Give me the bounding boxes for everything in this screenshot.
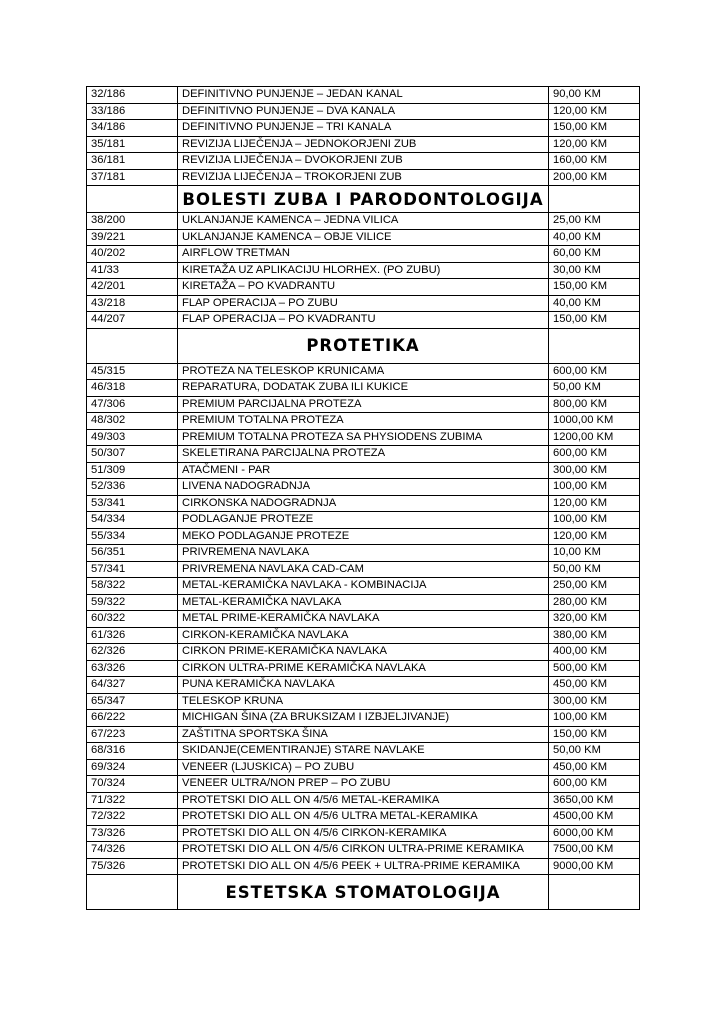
table-row [87,462,640,479]
table-row [87,495,640,512]
service-description: REVIZIJA LIJEČENJA – DVOKORJENI ZUB [178,153,549,170]
service-description: ZAŠTITNA SPORTSKA ŠINA [178,726,549,743]
table-row [87,759,640,776]
service-description: SKIDANJE(CEMENTIRANJE) STARE NAVLAKE [178,743,549,760]
service-price: 160,00 KM [549,153,640,170]
service-code: 43/218 [87,295,178,312]
service-description: PUNA KERAMIČKA NAVLAKA [178,677,549,694]
table-row [87,858,640,875]
service-code: 52/336 [87,479,178,496]
service-price: 380,00 KM [549,627,640,644]
table-row [87,312,640,329]
table-row [87,229,640,246]
service-code: 59/322 [87,594,178,611]
service-code: 71/322 [87,792,178,809]
service-code: 32/186 [87,87,178,104]
service-price: 40,00 KM [549,229,640,246]
service-code: 42/201 [87,279,178,296]
service-price: 25,00 KM [549,213,640,230]
table-row [87,660,640,677]
service-code: 69/324 [87,759,178,776]
section-price-cell [549,186,640,213]
service-code: 67/223 [87,726,178,743]
service-code: 62/326 [87,644,178,661]
service-price: 450,00 KM [549,677,640,694]
service-description: VENEER (LJUSKICA) – PO ZUBU [178,759,549,776]
service-code: 38/200 [87,213,178,230]
section-title: PROTETIKA [178,328,549,363]
table-row [87,246,640,263]
section-price-cell [549,875,640,910]
service-code: 41/33 [87,262,178,279]
table-row [87,120,640,137]
service-description: PROTETSKI DIO ALL ON 4/5/6 PEEK + ULTRA-PRIME KERAMIKA [178,858,549,875]
table-row [87,842,640,859]
service-price: 600,00 KM [549,776,640,793]
service-description: VENEER ULTRA/NON PREP – PO ZUBU [178,776,549,793]
service-code: 65/347 [87,693,178,710]
table-row [87,213,640,230]
service-code: 47/306 [87,396,178,413]
section-price-cell [549,328,640,363]
section-code-cell [87,186,178,213]
table-row [87,396,640,413]
service-price: 3650,00 KM [549,792,640,809]
service-code: 51/309 [87,462,178,479]
service-price: 1000,00 KM [549,413,640,430]
service-price: 50,00 KM [549,743,640,760]
service-description: DEFINITIVNO PUNJENJE – JEDAN KANAL [178,87,549,104]
service-price: 10,00 KM [549,545,640,562]
table-row [87,528,640,545]
service-description: METAL-KERAMIČKA NAVLAKA [178,594,549,611]
service-code: 48/302 [87,413,178,430]
service-price: 150,00 KM [549,312,640,329]
service-description: UKLANJANJE KAMENCA – JEDNA VILICA [178,213,549,230]
service-code: 73/326 [87,825,178,842]
service-price: 500,00 KM [549,660,640,677]
service-code: 63/326 [87,660,178,677]
service-price: 100,00 KM [549,710,640,727]
table-row [87,825,640,842]
service-price: 4500,00 KM [549,809,640,826]
service-code: 54/334 [87,512,178,529]
price-list-body [87,87,640,910]
service-code: 64/327 [87,677,178,694]
service-description: PROTETSKI DIO ALL ON 4/5/6 METAL-KERAMIKA [178,792,549,809]
service-code: 72/322 [87,809,178,826]
service-price: 300,00 KM [549,462,640,479]
table-row [87,792,640,809]
table-row [87,169,640,186]
table-row [87,710,640,727]
service-price: 300,00 KM [549,693,640,710]
table-row [87,726,640,743]
table-row [87,809,640,826]
table-row [87,776,640,793]
service-description: LIVENA NADOGRADNJA [178,479,549,496]
service-price: 7500,00 KM [549,842,640,859]
table-row [87,545,640,562]
service-price: 150,00 KM [549,726,640,743]
service-code: 45/315 [87,363,178,380]
service-description: ATAČMENI - PAR [178,462,549,479]
service-description: REVIZIJA LIJEČENJA – TROKORJENI ZUB [178,169,549,186]
service-description: FLAP OPERACIJA – PO KVADRANTU [178,312,549,329]
service-code: 68/316 [87,743,178,760]
service-code: 70/324 [87,776,178,793]
service-price: 200,00 KM [549,169,640,186]
service-code: 37/181 [87,169,178,186]
service-code: 53/341 [87,495,178,512]
service-price: 90,00 KM [549,87,640,104]
service-code: 36/181 [87,153,178,170]
service-price: 9000,00 KM [549,858,640,875]
service-code: 33/186 [87,103,178,120]
service-description: SKELETIRANA PARCIJALNA PROTEZA [178,446,549,463]
service-price: 120,00 KM [549,103,640,120]
section-header-row [87,875,640,910]
service-description: CIRKON PRIME-KERAMIČKA NAVLAKA [178,644,549,661]
price-list-table [86,86,640,910]
service-description: REPARATURA, DODATAK ZUBA ILI KUKICE [178,380,549,397]
service-code: 75/326 [87,858,178,875]
table-row [87,446,640,463]
service-price: 150,00 KM [549,120,640,137]
service-price: 600,00 KM [549,446,640,463]
service-description: UKLANJANJE KAMENCA – OBJE VILICE [178,229,549,246]
section-header-row [87,328,640,363]
service-description: AIRFLOW TRETMAN [178,246,549,263]
service-description: PRIVREMENA NAVLAKA [178,545,549,562]
service-code: 57/341 [87,561,178,578]
service-description: MEKO PODLAGANJE PROTEZE [178,528,549,545]
table-row [87,611,640,628]
table-row [87,363,640,380]
service-description: PROTEZA NA TELESKOP KRUNICAMA [178,363,549,380]
service-description: METAL PRIME-KERAMIČKA NAVLAKA [178,611,549,628]
service-description: PODLAGANJE PROTEZE [178,512,549,529]
service-code: 55/334 [87,528,178,545]
service-price: 600,00 KM [549,363,640,380]
service-price: 30,00 KM [549,262,640,279]
table-row [87,103,640,120]
service-price: 150,00 KM [549,279,640,296]
service-description: PREMIUM TOTALNA PROTEZA [178,413,549,430]
service-description: KIRETAŽA UZ APLIKACIJU HLORHEX. (PO ZUBU) [178,262,549,279]
table-row [87,87,640,104]
section-title: BOLESTI ZUBA I PARODONTOLOGIJA [178,186,549,213]
service-description: CIRKONSKA NADOGRADNJA [178,495,549,512]
table-row [87,279,640,296]
service-price: 400,00 KM [549,644,640,661]
table-row [87,561,640,578]
section-code-cell [87,328,178,363]
service-description: METAL-KERAMIČKA NAVLAKA - KOMBINACIJA [178,578,549,595]
table-row [87,479,640,496]
service-description: PREMIUM TOTALNA PROTEZA SA PHYSIODENS ZUBIMA [178,429,549,446]
service-price: 450,00 KM [549,759,640,776]
service-description: MICHIGAN ŠINA (ZA BRUKSIZAM I IZBJELJIVANJE) [178,710,549,727]
service-description: PROTETSKI DIO ALL ON 4/5/6 ULTRA METAL-KERAMIKA [178,809,549,826]
service-description: DEFINITIVNO PUNJENJE – DVA KANALA [178,103,549,120]
service-code: 44/207 [87,312,178,329]
service-price: 100,00 KM [549,512,640,529]
service-code: 58/322 [87,578,178,595]
service-price: 120,00 KM [549,528,640,545]
service-description: DEFINITIVNO PUNJENJE – TRI KANALA [178,120,549,137]
table-row [87,262,640,279]
table-row [87,677,640,694]
service-description: PREMIUM PARCIJALNA PROTEZA [178,396,549,413]
service-price: 50,00 KM [549,380,640,397]
service-description: CIRKON-KERAMIČKA NAVLAKA [178,627,549,644]
table-row [87,380,640,397]
table-row [87,295,640,312]
service-price: 50,00 KM [549,561,640,578]
service-description: KIRETAŽA – PO KVADRANTU [178,279,549,296]
service-description: PROTETSKI DIO ALL ON 4/5/6 CIRKON ULTRA-PRIME KERAMIKA [178,842,549,859]
service-price: 250,00 KM [549,578,640,595]
table-row [87,429,640,446]
service-description: PROTETSKI DIO ALL ON 4/5/6 CIRKON-KERAMIKA [178,825,549,842]
section-header-row [87,186,640,213]
table-row [87,512,640,529]
service-code: 56/351 [87,545,178,562]
service-code: 60/322 [87,611,178,628]
service-code: 66/222 [87,710,178,727]
table-row [87,413,640,430]
service-description: CIRKON ULTRA-PRIME KERAMIČKA NAVLAKA [178,660,549,677]
service-code: 39/221 [87,229,178,246]
service-code: 35/181 [87,136,178,153]
table-row [87,743,640,760]
table-row [87,644,640,661]
service-description: REVIZIJA LIJEČENJA – JEDNOKORJENI ZUB [178,136,549,153]
table-row [87,627,640,644]
service-price: 6000,00 KM [549,825,640,842]
section-code-cell [87,875,178,910]
service-price: 800,00 KM [549,396,640,413]
service-price: 100,00 KM [549,479,640,496]
table-row [87,693,640,710]
table-row [87,136,640,153]
service-code: 74/326 [87,842,178,859]
service-code: 61/326 [87,627,178,644]
service-price: 320,00 KM [549,611,640,628]
service-code: 49/303 [87,429,178,446]
service-description: TELESKOP KRUNA [178,693,549,710]
service-code: 50/307 [87,446,178,463]
table-row [87,578,640,595]
service-description: FLAP OPERACIJA – PO ZUBU [178,295,549,312]
service-code: 40/202 [87,246,178,263]
service-price: 1200,00 KM [549,429,640,446]
section-title: ESTETSKA STOMATOLOGIJA [178,875,549,910]
table-row [87,594,640,611]
service-price: 60,00 KM [549,246,640,263]
service-description: PRIVREMENA NAVLAKA CAD-CAM [178,561,549,578]
service-price: 120,00 KM [549,136,640,153]
service-price: 120,00 KM [549,495,640,512]
service-price: 280,00 KM [549,594,640,611]
table-row [87,153,640,170]
service-price: 40,00 KM [549,295,640,312]
service-code: 34/186 [87,120,178,137]
service-code: 46/318 [87,380,178,397]
